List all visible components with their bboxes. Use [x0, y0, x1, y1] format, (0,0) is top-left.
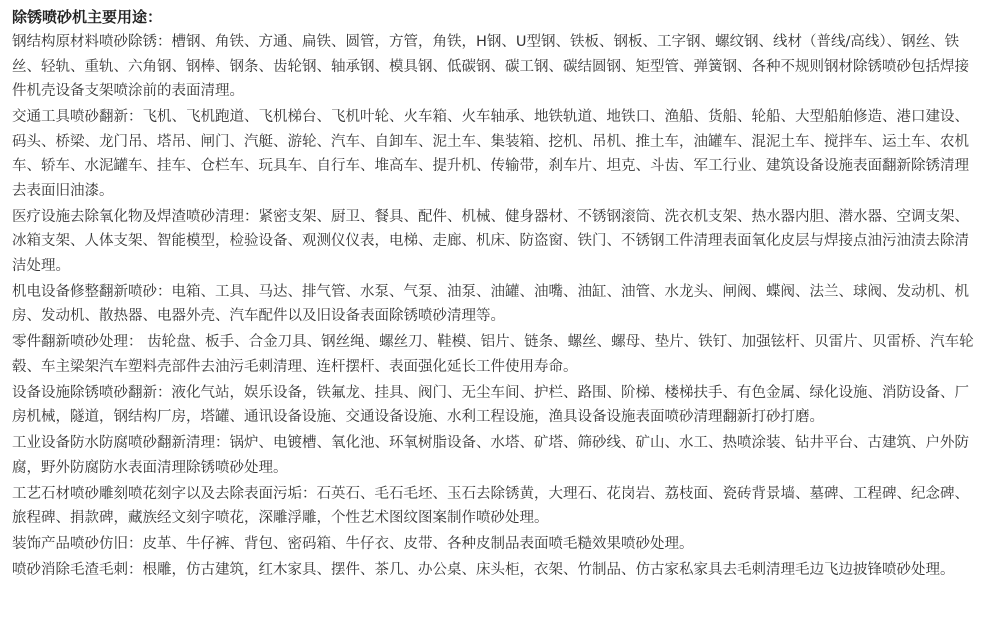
- document-title: 除锈喷砂机主要用途：: [12, 8, 163, 26]
- paragraph-electromechanical: 机电设备修整翻新喷砂：电箱、工具、马达、排气管、水泵、气泵、油泵、油罐、油嘴、油缸、油管、水龙头、闸阀、蝶阀、法兰、球阀、发动机、机房、发动机、散热器、电器外壳、汽车配件以及旧设备表面除锈喷砂清理等。: [12, 283, 969, 324]
- paragraph-decorative-products: 装饰产品喷砂仿旧：皮革、牛仔裤、背包、密码箱、牛仔衣、皮带、各种皮制品表面喷毛糙效果喷砂处理。: [12, 536, 694, 552]
- paragraph-equipment-facilities: 设备设施除锈喷砂翻新：液化气站，娱乐设备，铁氟龙、挂具、阀门、无尘车间、护栏、路围、阶梯、楼梯扶手、有色金属、绿化设施、消防设备、厂房机械，隧道，钢结构厂房，塔罐、通讯设备设施、交通设备设施、水利工程设施，渔具设备设施表面喷砂清理翻新打砂打磨。: [12, 384, 969, 425]
- paragraph-medical-facilities: 医疗设施去除氧化物及焊渣喷砂清理：紧密支架、厨卫、餐具、配件、机械、健身器材、不锈钢滚筒、洗衣机支架、热水器内胆、潜水器、空调支架、冰箱支架、人体支架、智能模型，检验设备、观测仪仪表，电梯、走廊、机床、防盗窗、铁门、不锈钢工件清理表面氧化皮层与焊接点油污油渍去除清洁处理。: [12, 208, 969, 274]
- paragraph-parts-refurbish: 零件翻新喷砂处理： 齿轮盘、板手、合金刀具、钢丝绳、螺丝刀、鞋模、铝片、链条、螺丝、螺母、垫片、铁钉、加强铉杆、贝雷片、贝雷桥、汽车轮毂、车主梁架汽车塑料壳部件去油污毛刺清理、连杆摆杆、表面强化延长工件使用寿命。: [12, 334, 974, 375]
- paragraph-stone-carving: 工艺石材喷砂雕刻喷花刻字以及去除表面污垢：石英石、毛石毛坯、玉石去除锈黄，大理石、花岗岩、荔枝面、瓷砖背景墙、墓碑、工程碑、纪念碑、旅程碑、捐款碑，藏族经文刻字喷花，深雕浮雕，个性艺术图纹图案制作喷砂处理。: [12, 485, 969, 526]
- paragraph-steel-structure: 钢结构原材料喷砂除锈：槽钢、角铁、方通、扁铁、圆管，方管，角铁，H钢、U型钢、铁板、钢板、工字钢、螺纹钢、线材（普线/高线）、钢丝、铁丝、轻轨、重轨、六角钢、钢棒、钢条、齿轮钢、轴承钢、模具钢、低碳钢、碳工钢、碳结圆钢、矩型管、弹簧钢、各种不规则钢材除锈喷砂包括焊接件机壳设备支架喷涂前的表面清理。: [12, 34, 969, 99]
- paragraph-deburring: 喷砂消除毛渣毛刺：根雕，仿古建筑，红木家具、摆件、茶几、办公桌、床头柜，衣架、竹制品、仿古家私家具去毛刺清理毛边飞边披锋喷砂处理。: [12, 562, 955, 578]
- paragraph-transportation: 交通工具喷砂翻新：飞机、飞机跑道、飞机梯台、飞机叶轮、火车箱、火车轴承、地铁轨道、地铁口、渔船、货船、轮船、大型船舶修造、港口建设、码头、桥梁、龙门吊、塔吊、闸门、汽艇、游轮、汽车、自卸车、泥土车、集装箱、挖机、吊机、推土车，油罐车、混泥土车、搅拌车、运土车、农机车、轿车、水泥罐车、挂车、仓栏车、玩具车、自行车、堆高车、提升机、传输带，刹车片、坦克、斗齿、军工行业、建筑设备设施表面翻新除锈清理去表面旧油漆。: [12, 109, 969, 199]
- paragraph-industrial-anticorrosion: 工业设备防水防腐喷砂翻新清理：锅炉、电镀槽、氧化池、环氧树脂设备、水塔、矿塔、筛砂线、矿山、水工、热喷涂装、钻井平台、古建筑、户外防腐，野外防腐防水表面清理除锈喷砂处理。: [12, 435, 969, 476]
